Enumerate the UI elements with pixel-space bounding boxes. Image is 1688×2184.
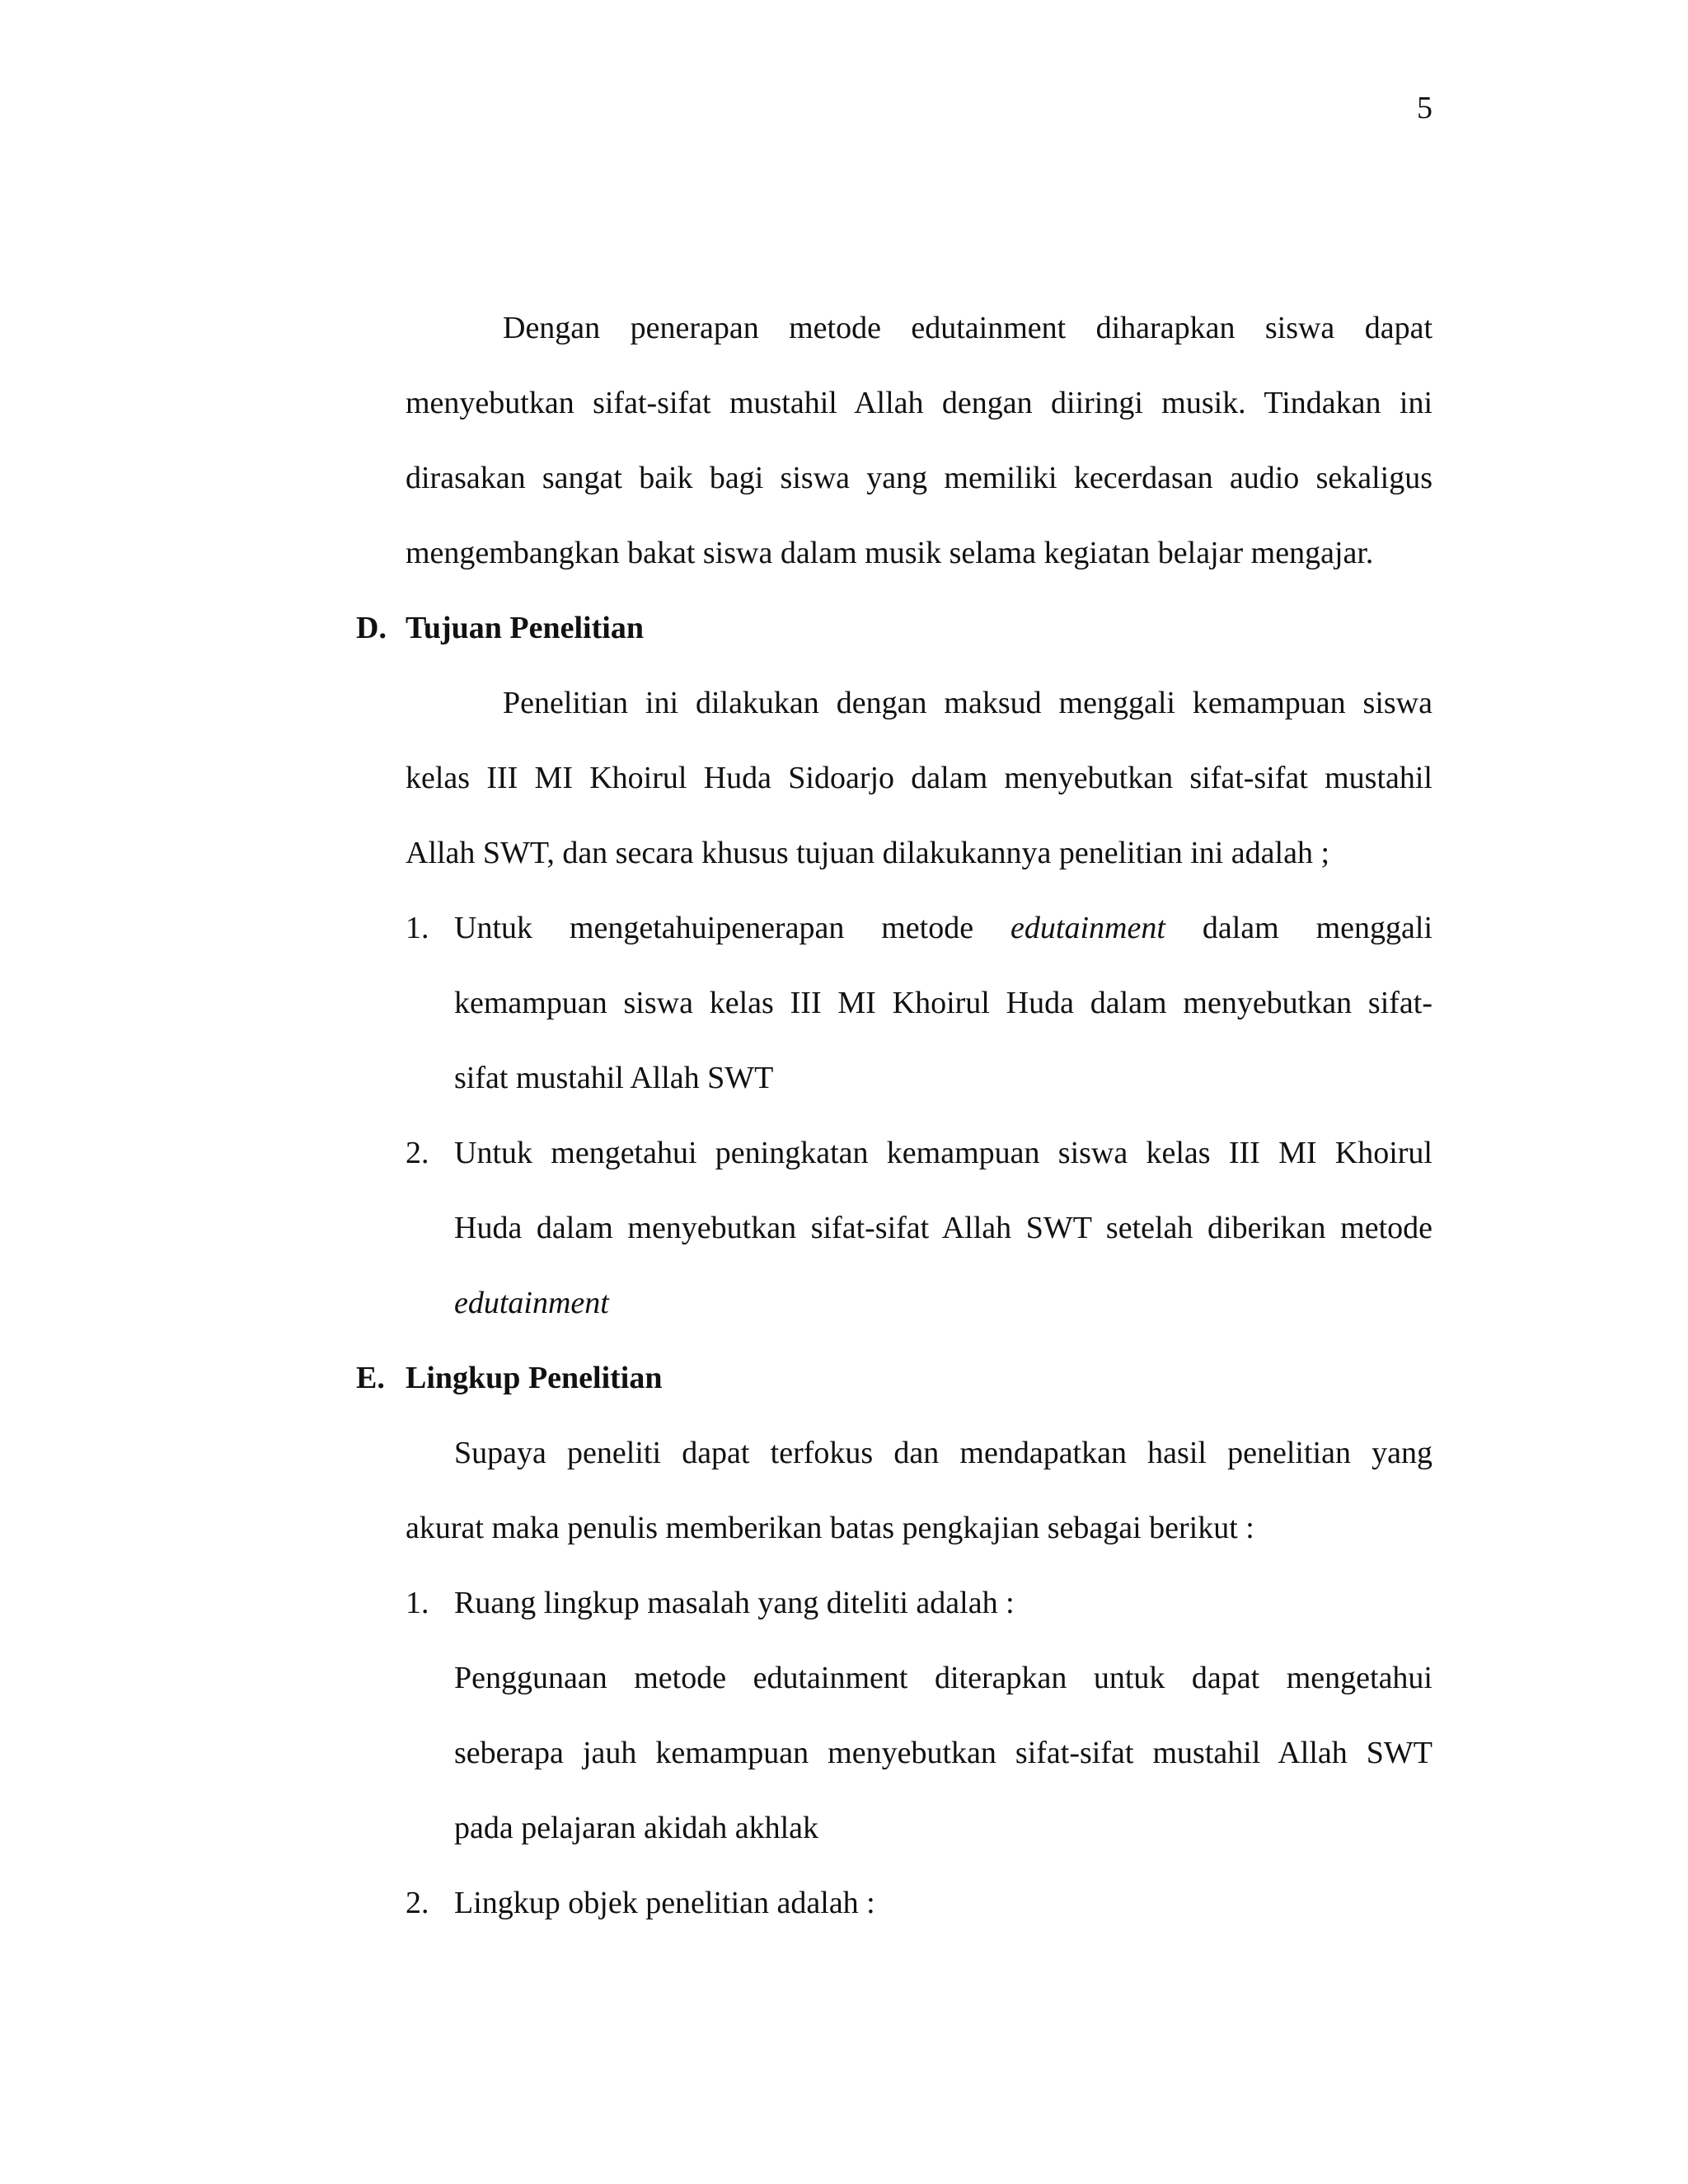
section-d-item-1-line-1-em: edutainment	[1010, 911, 1165, 945]
section-e-letter: E.	[356, 1361, 385, 1395]
section-d-paragraph-line-3: Allah SWT, dan secara khusus tujuan dilakukannya penelitian ini adalah ;	[406, 836, 1330, 870]
section-d-item-2-number: 2.	[406, 1136, 429, 1170]
intro-line-2: menyebutkan sifat-sifat mustahil Allah dengan diiringi musik. Tindakan ini	[406, 386, 1432, 420]
intro-line-3: dirasakan sangat baik bagi siswa yang memiliki kecerdasan audio sekaligus	[406, 461, 1432, 495]
section-e-item-2-number: 2.	[406, 1886, 429, 1920]
section-d-item-1-line-1	[454, 912, 1432, 946]
section-d-item-1-line-2: kemampuan siswa kelas III MI Khoirul Huda dalam menyebutkan sifat-	[454, 986, 1432, 1020]
section-e-item-1-number: 1.	[406, 1586, 429, 1620]
section-d-paragraph-line-1: Penelitian ini dilakukan dengan maksud menggali kemampuan siswa	[503, 686, 1432, 720]
section-d-paragraph-line-2: kelas III MI Khoirul Huda Sidoarjo dalam menyebutkan sifat-sifat mustahil	[406, 761, 1432, 795]
section-d-item-1-number: 1.	[406, 911, 429, 945]
section-d-item-2-line-3-em: edutainment	[454, 1286, 609, 1320]
section-d-item-2-line-2: Huda dalam menyebutkan sifat-sifat Allah SWT setelah diberikan metode	[454, 1211, 1432, 1245]
section-d-item-1-line-1-post: dalam menggali	[1202, 911, 1433, 945]
section-d-letter: D.	[356, 611, 387, 645]
section-e-item-1-detail-line-2: seberapa jauh kemampuan menyebutkan sifat-sifat mustahil Allah SWT	[454, 1736, 1432, 1770]
section-d-title: Tujuan Penelitian	[406, 611, 644, 645]
section-e-paragraph-line-1: Supaya peneliti dapat terfokus dan mendapatkan hasil penelitian yang	[454, 1436, 1432, 1470]
page-number: 5	[1417, 91, 1432, 125]
section-e-item-1-detail-line-1: Penggunaan metode edutainment diterapkan untuk dapat mengetahui	[454, 1661, 1432, 1695]
intro-line-1: Dengan penerapan metode edutainment diharapkan siswa dapat	[503, 311, 1432, 345]
intro-line-4: mengembangkan bakat siswa dalam musik selama kegiatan belajar mengajar.	[406, 536, 1374, 570]
section-e-item-1-detail-line-3: pada pelajaran akidah akhlak	[454, 1811, 819, 1845]
section-d-item-1-line-3: sifat mustahil Allah SWT	[454, 1061, 774, 1095]
section-e-title: Lingkup Penelitian	[406, 1361, 663, 1395]
section-d-item-2-line-1: Untuk mengetahui peningkatan kemampuan siswa kelas III MI Khoirul	[454, 1136, 1432, 1170]
section-e-item-2-label: Lingkup objek penelitian adalah :	[454, 1886, 875, 1920]
section-e-item-1-label: Ruang lingkup masalah yang diteliti adalah :	[454, 1586, 1015, 1620]
section-d-item-1-line-1-pre: Untuk mengetahuipenerapan metode	[454, 911, 974, 945]
section-d-item-2-line-3	[454, 1286, 609, 1321]
section-e-paragraph-line-2: akurat maka penulis memberikan batas pengkajian sebagai berikut :	[406, 1511, 1254, 1545]
